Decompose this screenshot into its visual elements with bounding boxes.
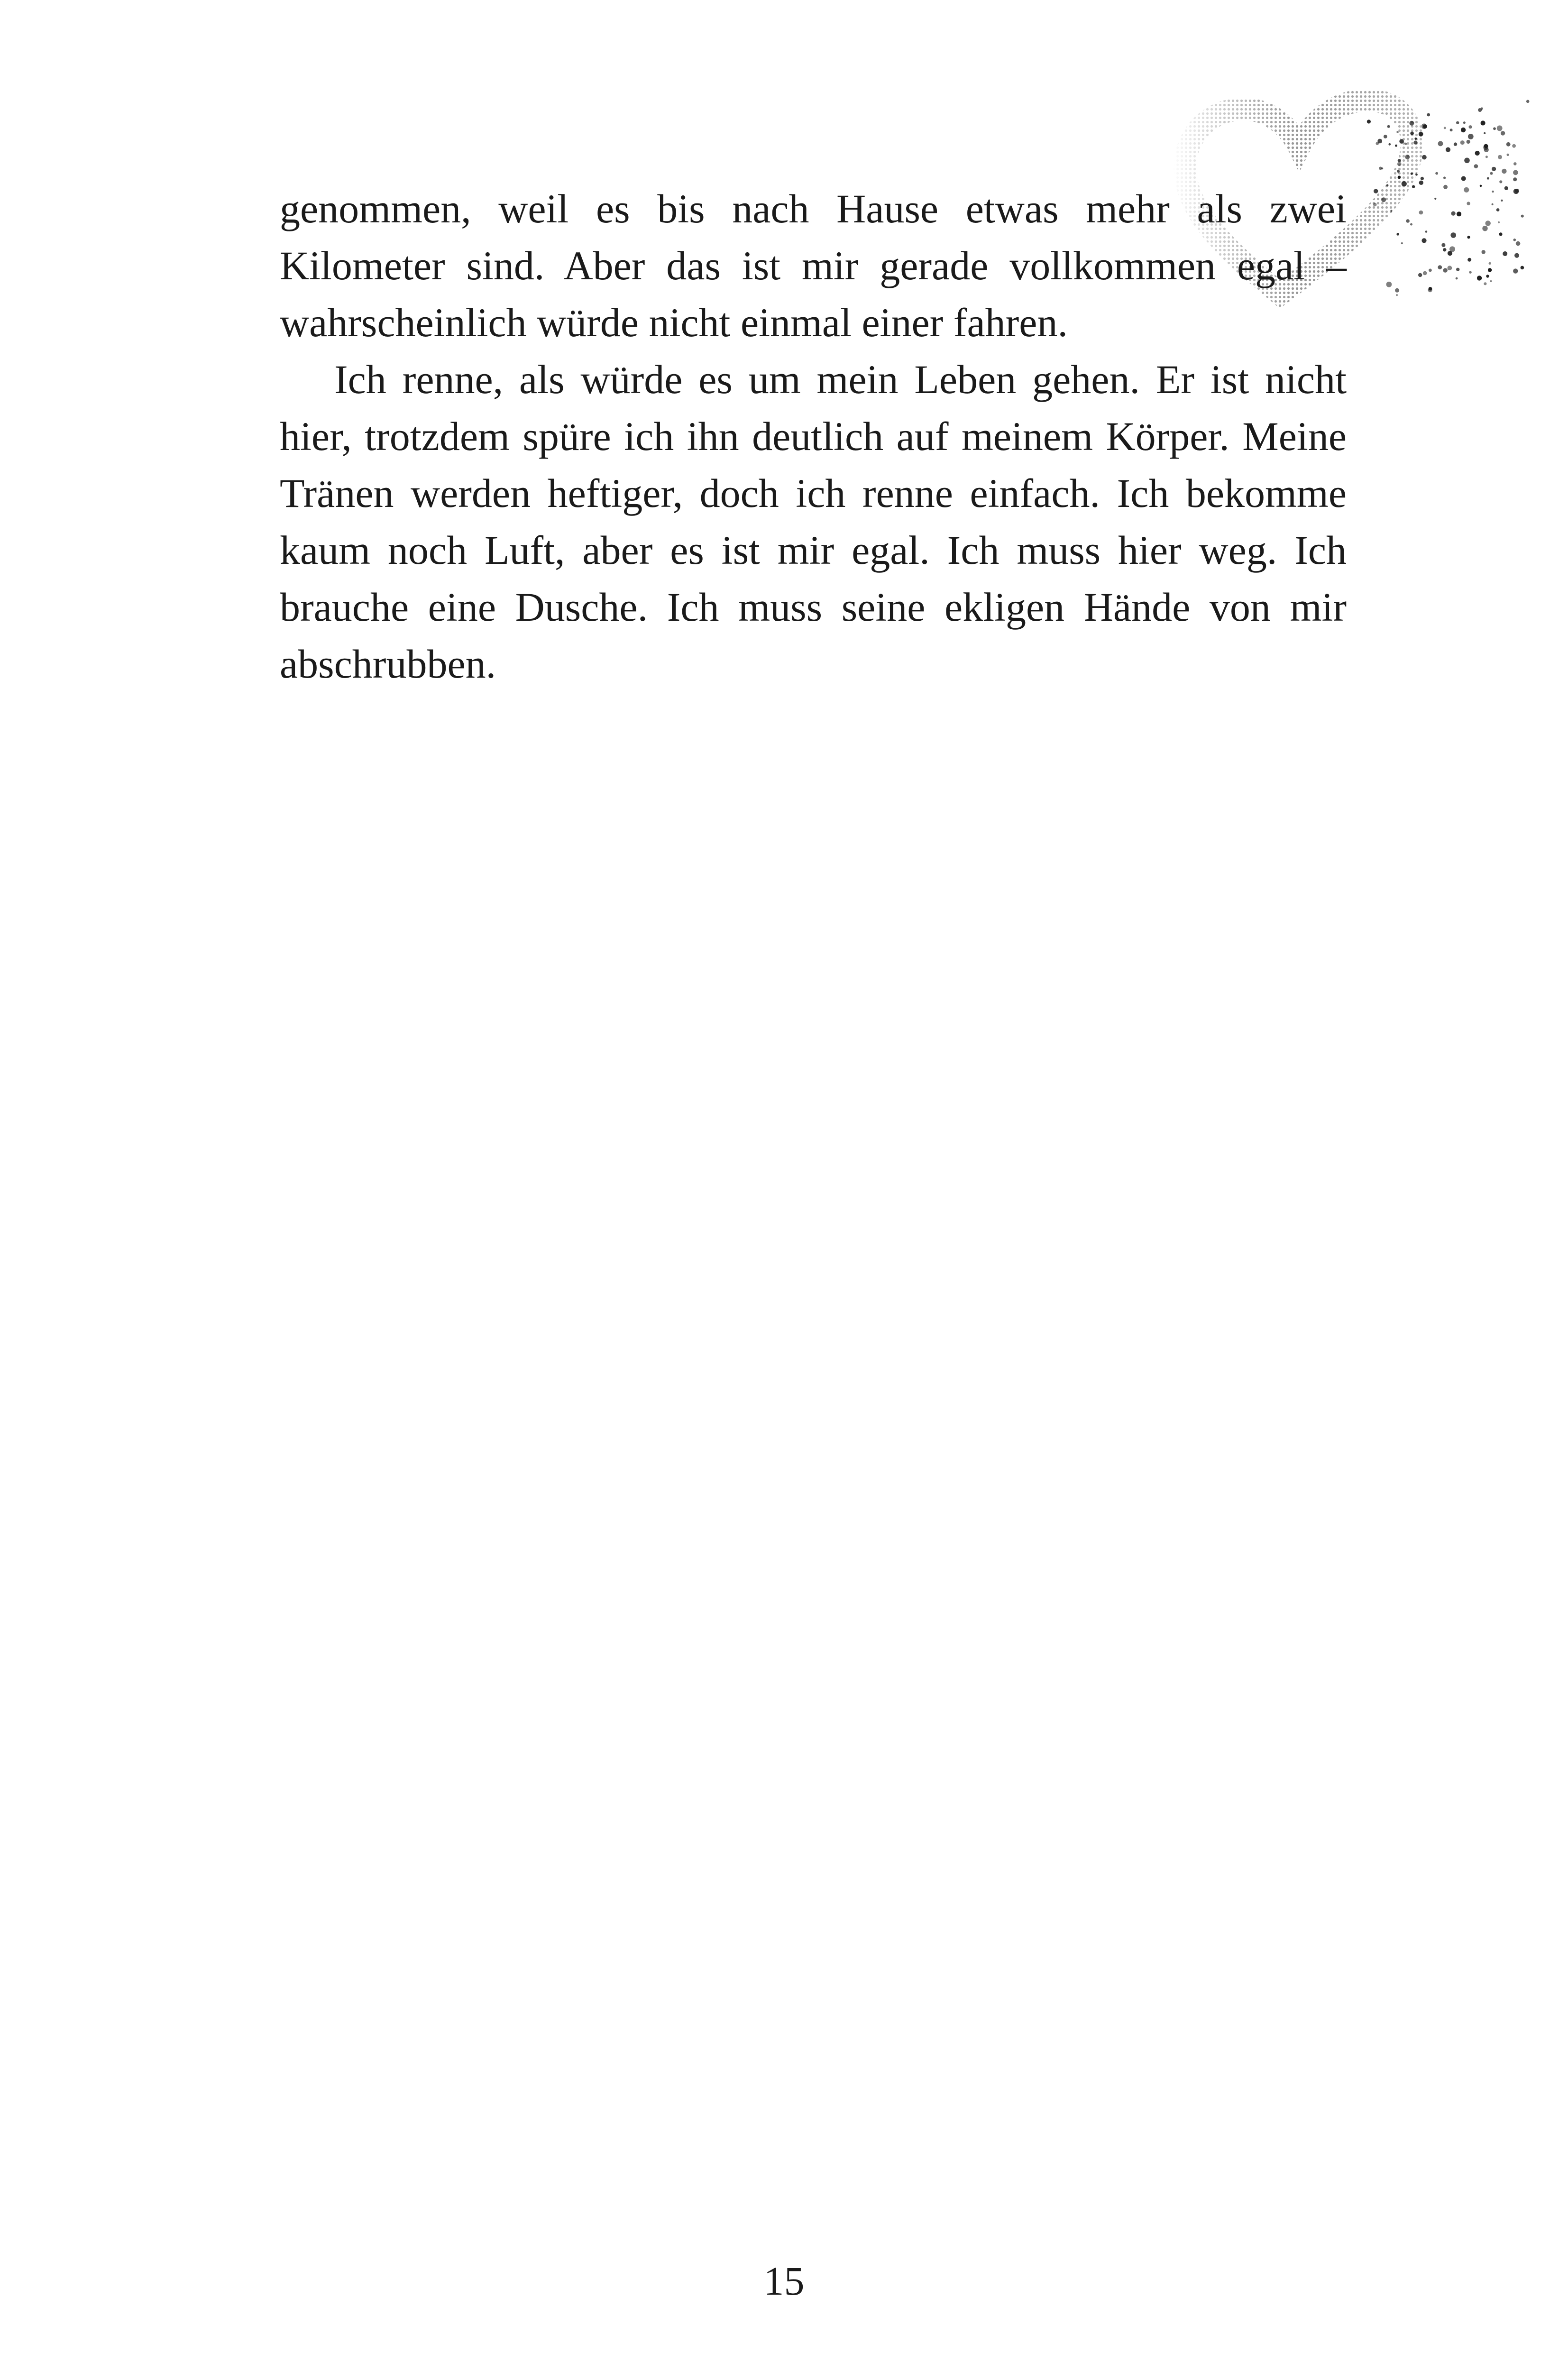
page-number: 15 — [763, 2258, 805, 2304]
paragraph-2: Ich renne, als würde es um mein Leben gehen. Er ist nicht hier, trotzdem spüre ich ihn deutlich auf meinem Körper. Meine Tränen werden heftiger, doch ich renne einfach. Ich bekomme kaum noch Luft, aber es ist mir egal. Ich muss hier weg. Ich brauche eine Dusche. Ich muss seine ekligen Hände von mir abschrubben. — [280, 357, 1347, 687]
body-text — [280, 180, 1347, 692]
paragraph-1: genommen, weil es bis nach Hause etwas mehr als zwei Kilometer sind. Aber das ist mir gerade vollkommen egal – wahrscheinlich würde nicht einmal einer fahren. — [280, 186, 1347, 345]
